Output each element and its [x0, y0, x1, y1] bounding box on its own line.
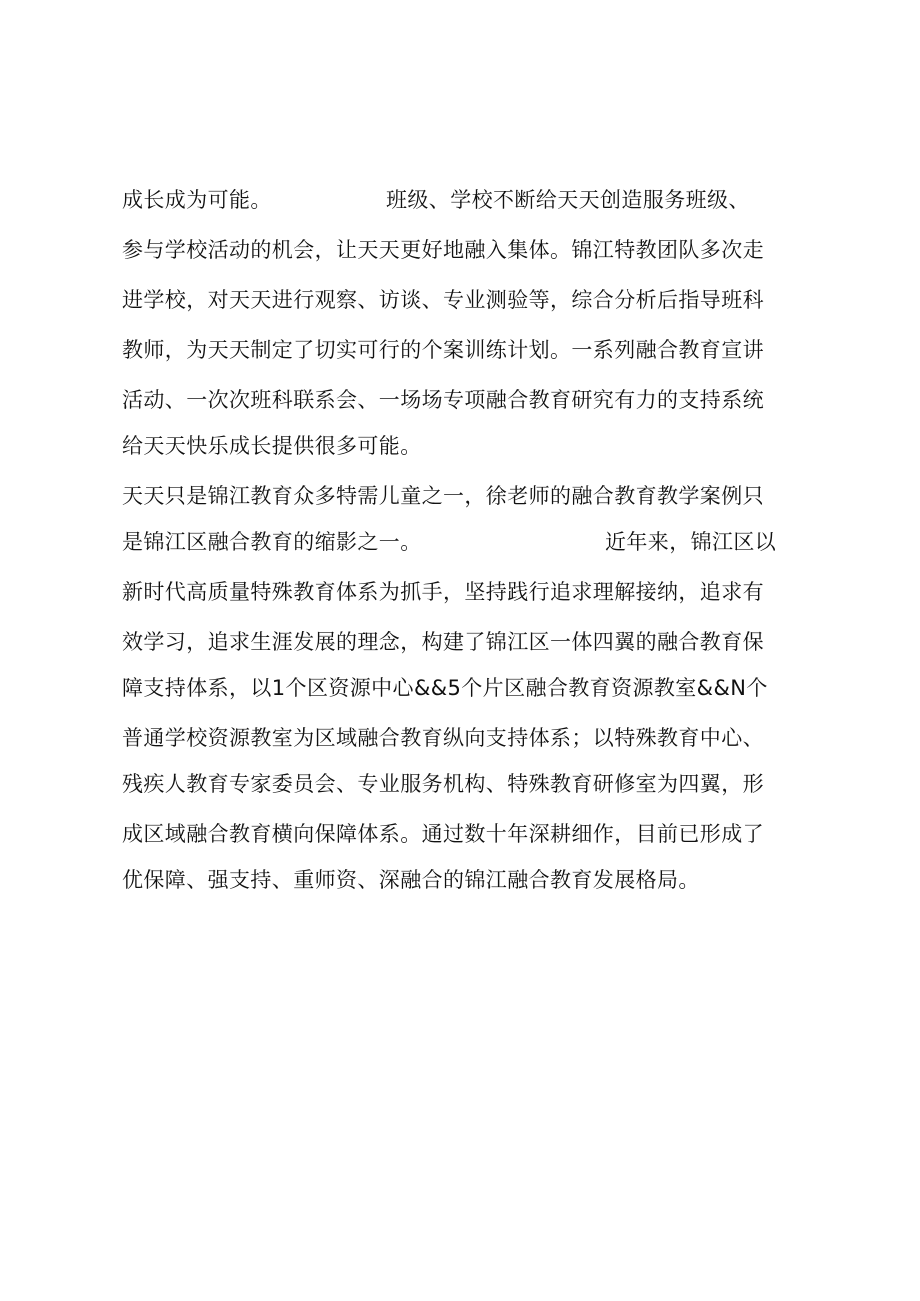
text-segment: 障支持体系，以1个区资源中心&&5个片区融合教育资源教室&&N个	[122, 676, 768, 700]
text-segment: 普通学校资源教室为区域融合教育纵向支持体系；以特殊教育中心、	[122, 726, 764, 750]
text-segment: 教师，为天天制定了切实可行的个案训练计划。一系列融合教育宣讲	[122, 338, 764, 362]
text-segment: 优保障、强支持、重师资、深融合的锦江融合教育发展格局。	[122, 868, 700, 892]
text-segment: 班级、学校不断给天天创造服务班级、	[386, 188, 750, 212]
text-segment: 残疾人教育专家委员会、专业服务机构、特殊教育研修室为四翼，形	[122, 772, 764, 796]
text-segment: 新时代高质量特殊教育体系为抓手，坚持践行追求理解接纳，追求有	[122, 580, 764, 604]
text-segment: 是锦江区融合教育的缩影之一。	[122, 530, 422, 554]
text-segment: 天天只是锦江教育众多特需儿童之一，徐老师的融合教育教学案例只	[122, 484, 764, 508]
text-segment: 近年来，锦江区以	[605, 530, 777, 554]
text-segment: 进学校，对天天进行观察、访谈、专业测验等，综合分析后指导班科	[122, 288, 764, 312]
text-segment: 成区域融合教育横向保障体系。通过数十年深耕细作，目前已形成了	[122, 822, 764, 846]
text-segment: 参与学校活动的机会，让天天更好地融入集体。锦江特教团队多次走	[122, 238, 764, 262]
text-segment: 效学习，追求生涯发展的理念，构建了锦江区一体四翼的融合教育保	[122, 630, 764, 654]
text-segment: 活动、一次次班科联系会、一场场专项融合教育研究有力的支持系统	[122, 388, 764, 412]
text-segment: 给天天快乐成长提供很多可能。	[122, 434, 422, 458]
text-segment: 成长成为可能。	[122, 188, 272, 212]
